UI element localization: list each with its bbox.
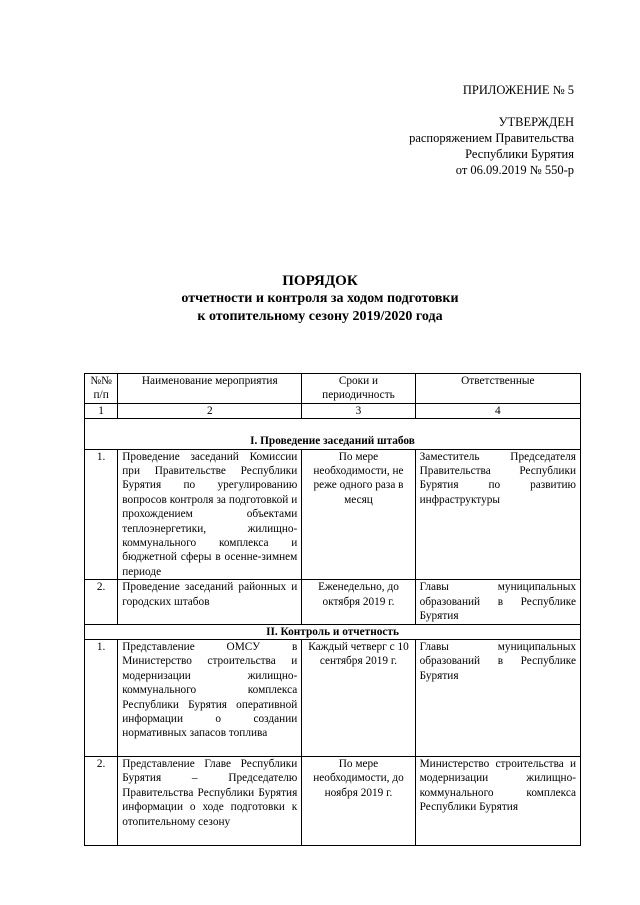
row-number: 1.: [85, 639, 118, 756]
row-responsible: Министерство строительства и модернизации жилищно-коммунального комплекса Республики Бурятия: [415, 756, 580, 845]
row-number: 2.: [85, 756, 118, 845]
row-responsible: Заместитель Председателя Правительства Республики Бурятия по развитию инфраструктуры: [415, 449, 580, 580]
row-activity: Представление ОМСУ в Министерство строительства и модернизации жилищно-коммунального комплекса Республики Бурятия оперативной информации о создании нормативных запасов топлива: [118, 639, 302, 756]
plan-table: [84, 373, 581, 846]
column-number: 2: [118, 403, 302, 418]
row-number: 2.: [85, 580, 118, 624]
column-number: 3: [302, 403, 415, 418]
title-line-3: к отопительному сезону 2019/2020 года: [197, 309, 443, 324]
row-number: 1.: [85, 449, 118, 580]
appendix-number: ПРИЛОЖЕНИЕ № 5: [462, 83, 574, 97]
header-row: [85, 374, 581, 404]
column-numbers-row: [85, 403, 581, 418]
row-term: Каждый четверг с 10 сентября 2019 г.: [302, 639, 415, 756]
section-title: I. Проведение заседаний штабов: [85, 419, 581, 449]
row-activity: Представление Главе Республики Бурятия – Председателю Правительства Республики Бурятия информации о ходе подготовки к отопительному сезону: [118, 756, 302, 845]
header-responsible: Ответственные: [415, 374, 580, 404]
table-row: [85, 756, 581, 845]
row-responsible: Главы муниципальных образований в Республике Бурятия: [415, 639, 580, 756]
approved-label: УТВЕРЖДЕН: [498, 115, 574, 129]
approval-block: [409, 82, 574, 178]
header-activity: Наименование мероприятия: [118, 374, 302, 404]
title-line-2: отчетности и контроля за ходом подготовки: [181, 291, 459, 306]
header-number: №№ п/п: [85, 374, 118, 404]
row-term: Еженедельно, до октября 2019 г.: [302, 580, 415, 624]
approval-line-1: распоряжением Правительства: [409, 131, 574, 145]
document-title: [0, 272, 640, 326]
column-number: 4: [415, 403, 580, 418]
table-row: [85, 580, 581, 624]
section-row: [85, 624, 581, 639]
row-responsible: Главы муниципальных образований в Республике Бурятия: [415, 580, 580, 624]
row-term: По мере необходимости, не реже одного раза в месяц: [302, 449, 415, 580]
column-number: 1: [85, 403, 118, 418]
row-activity: Проведение заседаний районных и городских штабов: [118, 580, 302, 624]
section-row: [85, 419, 581, 449]
row-activity: Проведение заседаний Комиссии при Правительстве Республики Бурятия по урегулированию вопросов контроля за подготовкой и прохождением объектами теплоэнергетики, жилищно-коммунального комплекса и бюджетной сферы в осенне-зимнем периоде: [118, 449, 302, 580]
approval-date: от 06.09.2019 № 550-р: [455, 163, 574, 177]
row-term: По мере необходимости, до ноября 2019 г.: [302, 756, 415, 845]
table-row: [85, 449, 581, 580]
table-row: [85, 639, 581, 756]
section-title: II. Контроль и отчетность: [85, 624, 581, 639]
header-term: Сроки и периодичность: [302, 374, 415, 404]
approval-line-2: Республики Бурятия: [465, 147, 574, 161]
title-main: ПОРЯДОК: [282, 273, 358, 289]
